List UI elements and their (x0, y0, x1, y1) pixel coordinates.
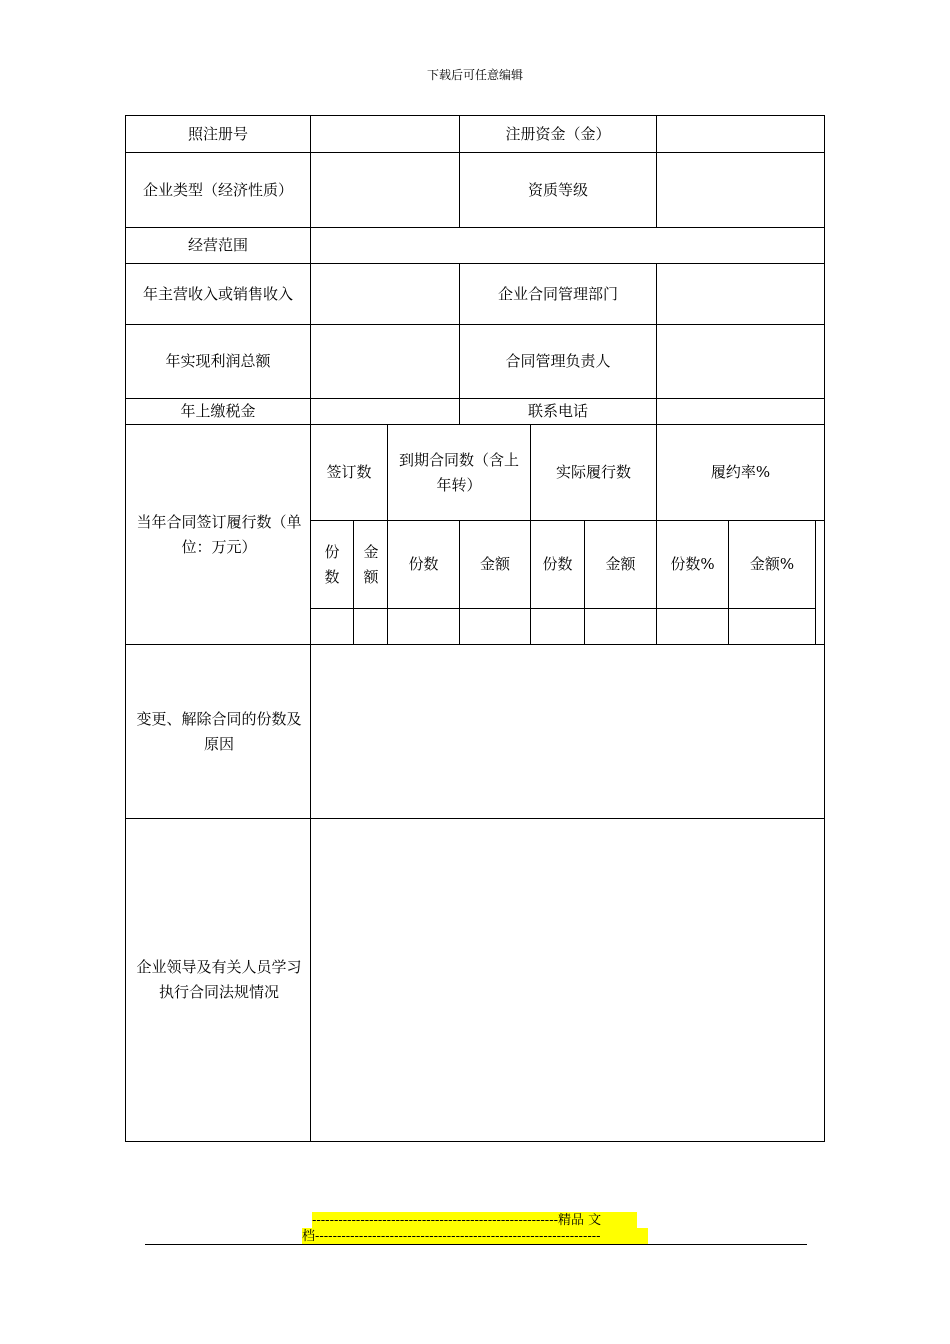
label-amount-pct: 金额% (749, 555, 795, 573)
label-signed-copies: 份数 (324, 542, 340, 586)
label-rate: 履约率% (710, 463, 771, 481)
label-changes: 变更、解除合同的份数及原因 (136, 709, 302, 753)
label-business-scope: 经营范围 (187, 236, 248, 254)
label-annual-profit: 年实现利润总额 (165, 352, 271, 370)
label-expiring-copies: 份数 (408, 555, 439, 573)
label-contract-dept: 企业合同管理部门 (497, 284, 618, 303)
label-enterprise-type: 企业类型（经济性质） (142, 180, 293, 199)
label-registered-capital: 注册资金（金） (505, 124, 611, 143)
label-annual-revenue: 年主营收入或销售收入 (142, 284, 293, 303)
label-qualification: 资质等级 (527, 180, 588, 199)
label-leadership: 企业领导及有关人员学习执行合同法规情况 (136, 958, 302, 1001)
label-copies-pct: 份数% (670, 555, 715, 573)
row-divider (310, 608, 816, 609)
label-annual-contracts: 当年合同签订履行数（单位：万元） (136, 512, 302, 556)
label-fulfilled-copies: 份数 (542, 555, 573, 573)
label-annual-tax: 年上缴税金 (180, 402, 256, 420)
footer-highlight-line1: --------------------------------------------------------精品 文 (312, 1212, 637, 1229)
label-contract-manager: 合同管理负责人 (505, 352, 611, 370)
col-divider (353, 520, 354, 644)
col-divider (815, 520, 816, 644)
label-license-no: 照注册号 (187, 124, 248, 143)
label-expiring-amount: 金额 (479, 555, 510, 573)
col-divider (656, 115, 657, 227)
footer-highlight-line2: 档----------------------------------------------------------------- (302, 1228, 648, 1245)
label-signed-amount: 金额 (363, 542, 379, 586)
col-divider (310, 115, 311, 1142)
label-expiring: 到期合同数（含上年转） (398, 450, 519, 494)
label-fulfilled: 实际履行数 (555, 463, 631, 481)
label-phone: 联系电话 (527, 402, 588, 420)
footer-rule (145, 1244, 807, 1245)
page-header: 下载后可任意编辑 (426, 68, 523, 82)
label-fulfilled-amount: 金额 (605, 555, 636, 573)
label-signed: 签订数 (326, 463, 372, 481)
